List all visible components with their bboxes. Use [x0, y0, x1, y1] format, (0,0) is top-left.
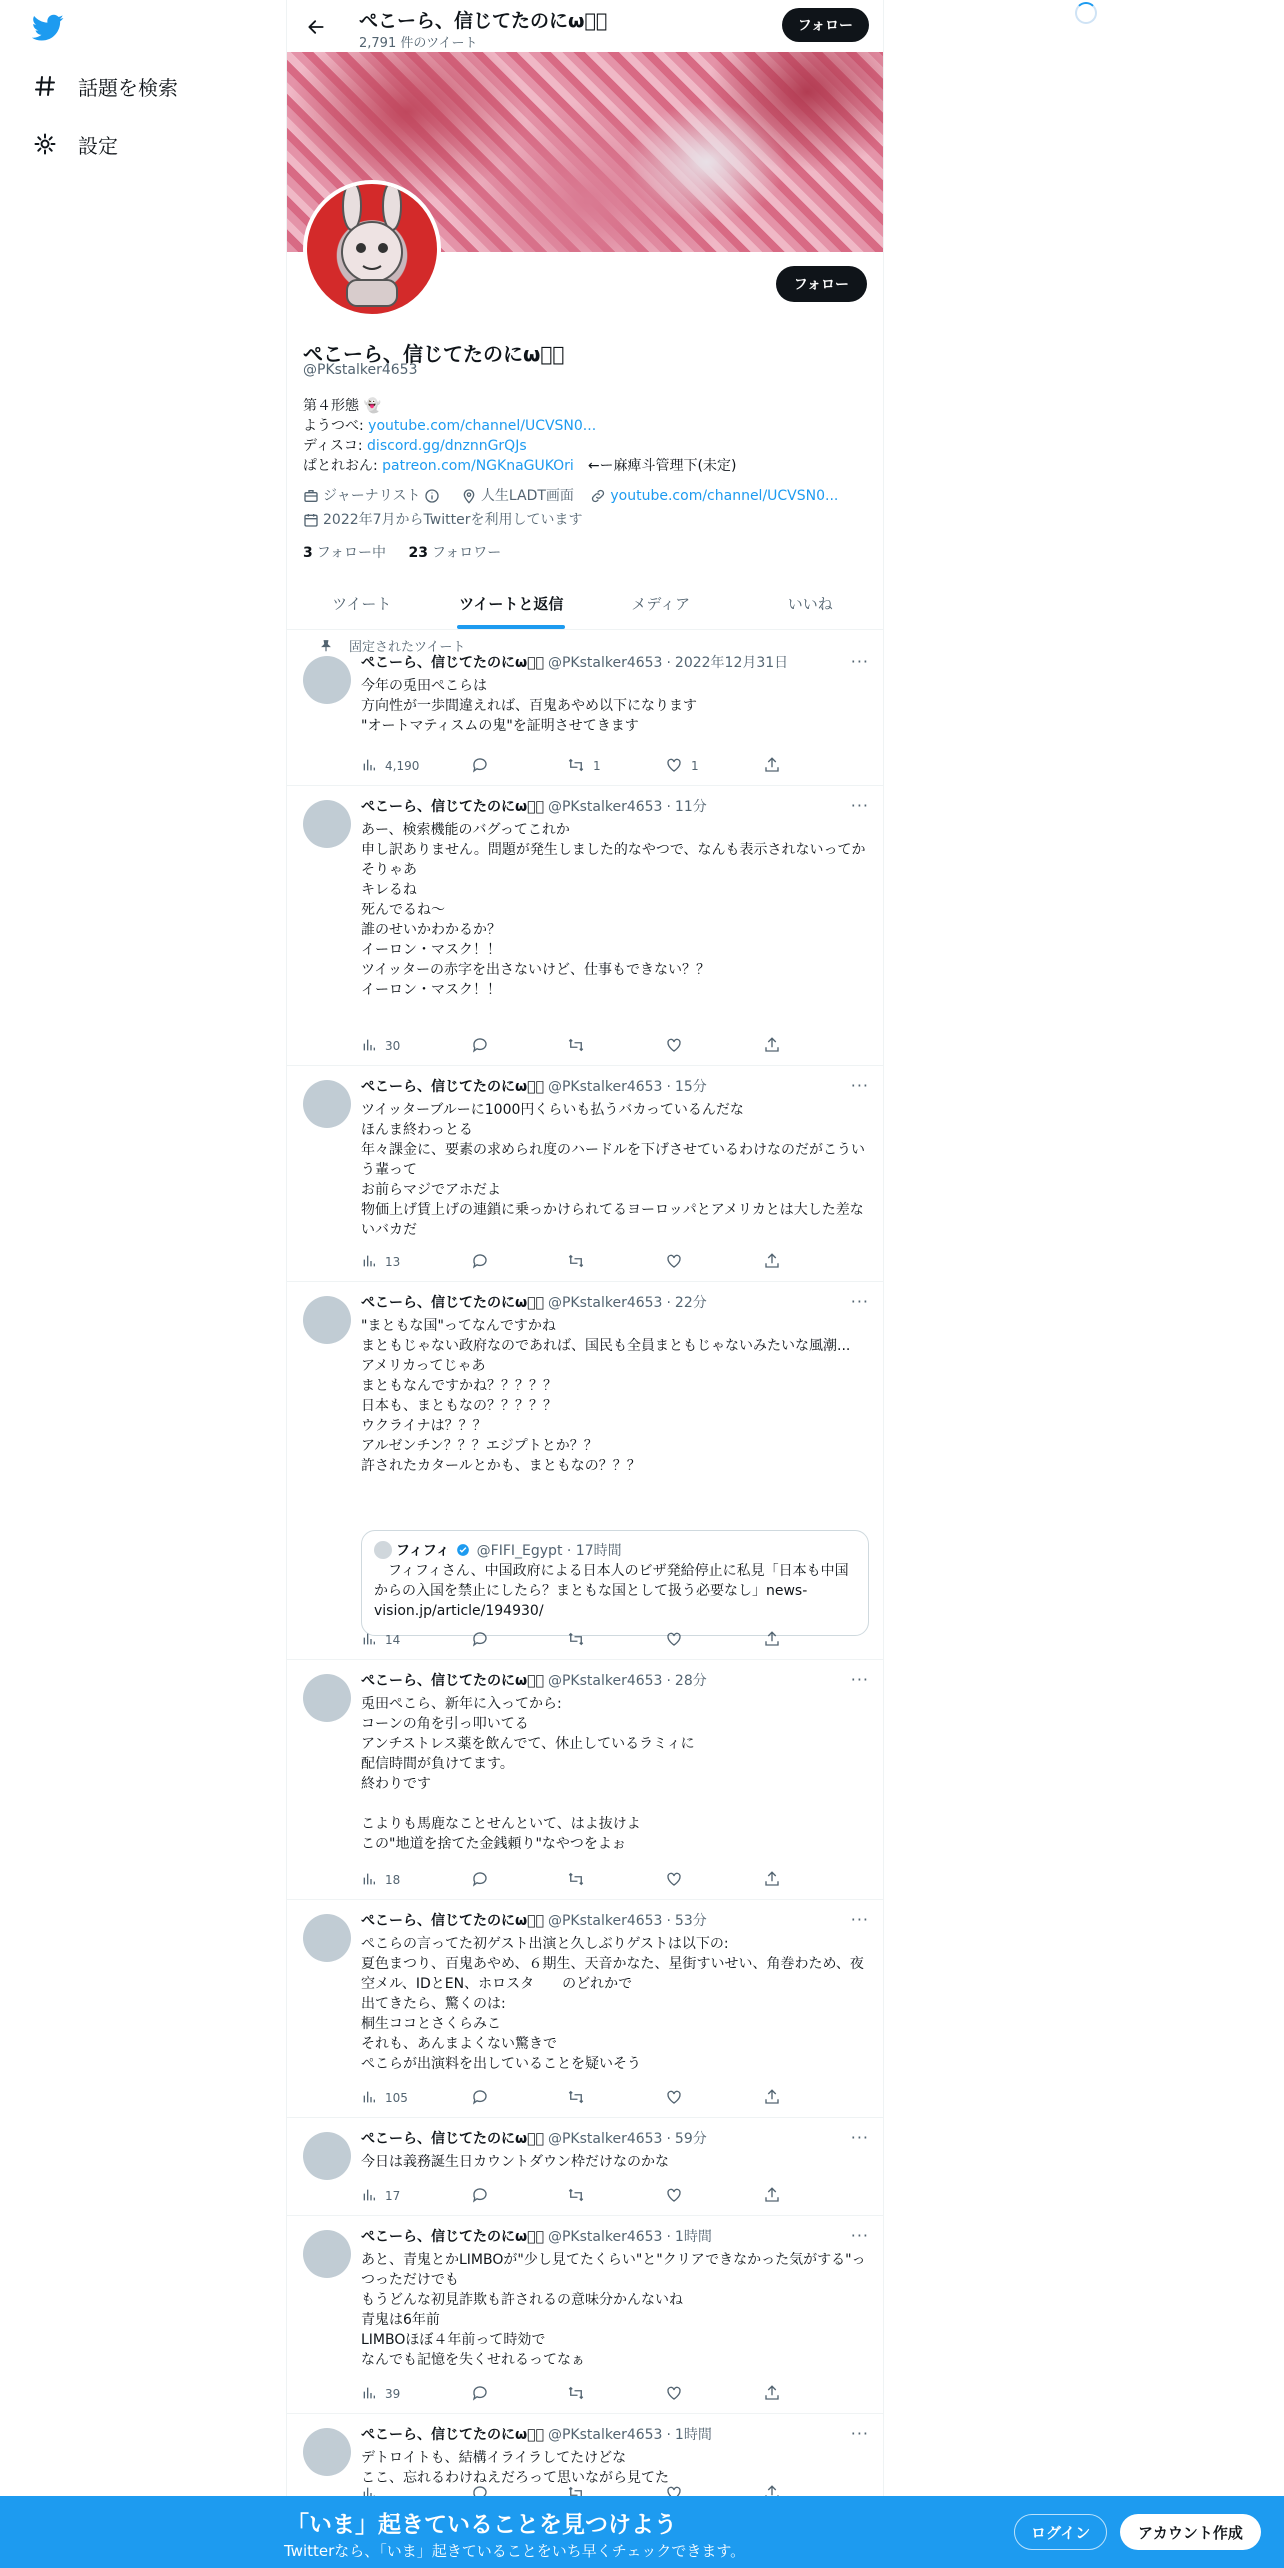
- tweet-author[interactable]: ぺこーら、信じてたのにω⃞͛: [361, 655, 544, 671]
- heart-icon: [665, 2384, 683, 2405]
- bio-label: ディスコ:: [303, 438, 368, 454]
- signup-banner-title: 「いま」起きていることを見つけよう: [286, 2512, 677, 2538]
- view-count: 13: [385, 1255, 401, 1269]
- bio-youtube-link[interactable]: youtube.com/channel/UCVSN0...: [368, 418, 597, 434]
- share-button[interactable]: [763, 756, 781, 776]
- location-pin-icon: [461, 488, 477, 504]
- profile-follow-button[interactable]: フォロー: [776, 266, 867, 302]
- link-icon: [590, 488, 606, 504]
- tweet[interactable]: [287, 630, 884, 786]
- tweet-author[interactable]: ぺこーら、信じてたのにω⃞͛: [361, 1295, 544, 1311]
- views-icon: [361, 1253, 377, 1272]
- bio-label: ぱとれおん:: [303, 458, 383, 474]
- tweet-avatar[interactable]: [303, 656, 351, 704]
- sidebar: [0, 0, 286, 2568]
- more-options-icon[interactable]: ···: [850, 1292, 869, 1311]
- retweet-button[interactable]: [567, 2186, 593, 2206]
- view-count: 30: [385, 1039, 401, 1053]
- tweet-actions: [361, 1870, 781, 1890]
- ghost-emoji: 👻: [363, 398, 381, 414]
- heart-icon: [665, 1870, 683, 1891]
- reply-button[interactable]: [471, 1252, 497, 1272]
- tweet-avatar[interactable]: [303, 1296, 351, 1344]
- info-icon: [424, 488, 440, 504]
- view-count: 18: [385, 1873, 401, 1887]
- views-button[interactable]: [361, 1036, 400, 1056]
- view-count: 105: [385, 2091, 408, 2105]
- tweet-time[interactable]: 28分: [674, 1673, 707, 1689]
- tweet-time[interactable]: 22分: [674, 1295, 707, 1311]
- reply-icon: [471, 1870, 489, 1891]
- tweet-time[interactable]: 59分: [674, 2131, 707, 2147]
- briefcase-icon: [303, 488, 319, 504]
- quote-handle: @FIFI_Egypt: [476, 1543, 563, 1559]
- view-count: 4,190: [385, 759, 420, 773]
- tweet-author[interactable]: ぺこーら、信じてたのにω⃞͛: [361, 799, 544, 815]
- tweet-header: ぺこーら、信じてたのにω⃞͛ @PKstalker4653 · 28分: [361, 1673, 707, 1689]
- tweet-header: ぺこーら、信じてたのにω⃞͛ @PKstalker4653 · 1時間: [361, 2427, 712, 2443]
- tweet-time[interactable]: 1時間: [674, 2427, 712, 2443]
- tweet-header: ぺこーら、信じてたのにω⃞͛ @PKstalker4653 · 22分: [361, 1295, 707, 1311]
- bio-text: ←ー麻痺斗管理下(未定): [573, 458, 737, 474]
- tweet-author[interactable]: ぺこーら、信じてたのにω⃞͛: [361, 2131, 544, 2147]
- heart-icon: [665, 1630, 683, 1651]
- bio-discord-link[interactable]: discord.gg/dnznnGrQJs: [367, 438, 527, 454]
- signup-banner-subtitle: Twitterなら、「いま」起きていることをいち早くチェックできます。: [284, 2542, 746, 2560]
- profile-meta: [303, 486, 873, 534]
- like-button[interactable]: [665, 2384, 691, 2404]
- more-options-icon[interactable]: ···: [850, 1076, 869, 1095]
- tweet-avatar[interactable]: [303, 2132, 351, 2180]
- more-options-icon[interactable]: ···: [850, 1910, 869, 1929]
- retweet-icon: [567, 1630, 585, 1651]
- tweet-author[interactable]: ぺこーら、信じてたのにω⃞͛: [361, 2427, 544, 2443]
- retweet-button[interactable]: [567, 1252, 593, 1272]
- tweet-time[interactable]: 15分: [674, 1079, 707, 1095]
- followers-link[interactable]: 23 フォロワー: [408, 545, 502, 561]
- retweet-button[interactable]: [567, 1630, 593, 1650]
- sidebar-item-label: 話題を検索: [78, 75, 178, 100]
- tweet-handle[interactable]: @PKstalker4653: [547, 1913, 663, 1929]
- quote-avatar: [374, 1541, 392, 1559]
- reply-button[interactable]: [471, 756, 497, 776]
- retweet-count: 1: [593, 759, 601, 773]
- tweet-header: ぺこーら、信じてたのにω⃞͛ @PKstalker4653 · 53分: [361, 1913, 707, 1929]
- tweet-text: デトロイトも、結構イライラしてたけどな ここ、忘れるわけねえだろって思いながら見てた: [361, 2450, 669, 2486]
- tweet-text: ぺこらの言ってた初ゲスト出演と久しぶりゲストは以下の: 夏色まつり、百鬼あやめ、６期生、天音かなた、星街すいせい、角巻わため、夜空メル、IDとEN、ホロスタ のどれかで 出てきたら、驚くのは: 桐生ココとさくらみこ それも、あんまよくない驚きで ぺこらが出演料を出していることを疑いそう: [361, 1936, 864, 2072]
- tweet-header: ぺこーら、信じてたのにω⃞͛ @PKstalker4653 · 2022年12月31日: [361, 655, 789, 671]
- reply-icon: [471, 1630, 489, 1651]
- tweet-header: ぺこーら、信じてたのにω⃞͛ @PKstalker4653 · 1時間: [361, 2229, 712, 2245]
- pinned-tweet-label: 固定されたツイート: [331, 636, 465, 655]
- retweet-icon: [567, 2088, 585, 2109]
- tweet-author[interactable]: ぺこーら、信じてたのにω⃞͛: [361, 1079, 544, 1095]
- quote-time: 17時間: [575, 1543, 622, 1559]
- share-button[interactable]: [763, 2186, 781, 2206]
- more-options-icon[interactable]: ···: [850, 796, 869, 815]
- tweet-actions: [361, 2186, 781, 2206]
- like-button[interactable]: [665, 2186, 691, 2206]
- reply-icon: [471, 1252, 489, 1273]
- view-count: 39: [385, 2387, 401, 2401]
- retweet-icon: [567, 2186, 585, 2207]
- view-count: 14: [385, 1633, 401, 1647]
- tweet-handle[interactable]: @PKstalker4653: [547, 2131, 663, 2147]
- reply-icon: [471, 2088, 489, 2109]
- reply-button[interactable]: [471, 2088, 497, 2108]
- tweet[interactable]: [287, 786, 884, 1066]
- tweet[interactable]: [287, 2216, 884, 2414]
- share-button[interactable]: [763, 1252, 781, 1272]
- tweet-handle[interactable]: @PKstalker4653: [547, 1295, 663, 1311]
- views-button[interactable]: [361, 2088, 408, 2108]
- reply-button[interactable]: [471, 1630, 497, 1650]
- header-profile-name: ぺこーら、信じてたのにω⃞͛: [359, 10, 608, 32]
- tweet-avatar[interactable]: [303, 800, 351, 848]
- tweet[interactable]: [287, 1282, 884, 1660]
- reply-icon: [471, 2186, 489, 2207]
- tweet-actions: [361, 756, 781, 776]
- views-icon: [361, 757, 377, 776]
- more-options-icon[interactable]: ···: [850, 2226, 869, 2245]
- views-icon: [361, 1631, 377, 1650]
- tweet-text: ツイッターブルーに1000円くらいも払うバカっているんだな ほんま終わっとる 年々課金に、要素の求められ度のハードルを下げさせているわけなのだがこういう輩って お前らマジでアホだよ 物価上げ賃上げの連鎖に乗っかけられてるヨーロッパとアメリカとは大した差ないバカだ: [361, 1102, 865, 1238]
- tweet-time[interactable]: 53分: [674, 1913, 707, 1929]
- tweet-actions: [361, 1252, 781, 1272]
- profile-website[interactable]: youtube.com/channel/UCVSN0...: [590, 486, 838, 506]
- retweet-icon: [567, 1036, 585, 1057]
- share-icon: [763, 1630, 781, 1651]
- more-options-icon[interactable]: ···: [850, 2128, 869, 2147]
- tweet-handle[interactable]: @PKstalker4653: [547, 2229, 663, 2245]
- tweet-text: 今年の兎田ぺこらは 方向性が一歩間違えれば、百鬼あやめ以下になります "オートマティスムの鬼"を証明させてきます: [361, 678, 697, 734]
- gear-icon: [30, 129, 60, 159]
- tweet[interactable]: [287, 2118, 884, 2216]
- tweet-actions: [361, 2088, 781, 2108]
- share-button[interactable]: [763, 1036, 781, 1056]
- retweet-button[interactable]: [567, 756, 601, 776]
- share-icon: [763, 1252, 781, 1273]
- share-icon: [763, 1870, 781, 1891]
- tweet-text: "まともな国"ってなんですかね まともじゃない政府なのであれば、国民も全員まともじゃないみたいな風潮... アメリカってじゃあ まともなんですかね？？？？？ 日本も、まともなの？？？？？ ウクライナは？？？ アルゼンチン？？？エジプトとか？？ 許されたカタールとかも、まともなの？？？: [361, 1318, 851, 1474]
- tweet-avatar[interactable]: [303, 1674, 351, 1722]
- tweet-author[interactable]: ぺこーら、信じてたのにω⃞͛: [361, 2229, 544, 2245]
- heart-icon: [665, 756, 683, 777]
- view-count: 17: [385, 2189, 401, 2203]
- profile-joined: 2022年7月からTwitterを利用しています: [303, 510, 582, 530]
- retweet-button[interactable]: [567, 1036, 593, 1056]
- header-follow-button[interactable]: フォロー: [782, 8, 869, 42]
- tweet-actions: [361, 2384, 781, 2404]
- share-icon: [763, 2384, 781, 2405]
- bio-text: 第４形態: [303, 398, 364, 414]
- more-options-icon[interactable]: ···: [850, 1670, 869, 1689]
- share-button[interactable]: [763, 2384, 781, 2404]
- tweet-avatar[interactable]: [303, 2230, 351, 2278]
- reply-icon: [471, 2384, 489, 2405]
- tweet-handle[interactable]: @PKstalker4653: [547, 2427, 663, 2443]
- tweet[interactable]: [287, 1660, 884, 1900]
- tab-media[interactable]: メディア: [631, 595, 691, 613]
- loading-spinner-icon: [1075, 2, 1097, 24]
- retweet-button[interactable]: [567, 1870, 593, 1890]
- like-button[interactable]: [665, 756, 699, 776]
- retweet-button[interactable]: [567, 2384, 593, 2404]
- back-arrow-icon[interactable]: [301, 12, 331, 42]
- more-options-icon[interactable]: ···: [850, 2424, 869, 2443]
- tweet-header: ぺこーら、信じてたのにω⃞͛ @PKstalker4653 · 59分: [361, 2131, 707, 2147]
- tweet-text: あと、青鬼とかLIMBOが"少し見てたくらい"と"クリアできなかった気がする"っつっただけでも もうどんな初見詐欺も許されるの意味分かんないね 青鬼は6年前 LIMBOほぼ４年前って時効で なんでも記憶を失くせれるってなぁ: [361, 2252, 866, 2368]
- profile-name: ぺこーら、信じてたのにω⃞͛: [303, 342, 565, 366]
- tweet-text: 兎田ぺこら、新年に入ってから: コーンの角を引っ叩いてる アンチストレス薬を飲んでて、休止しているラミィに 配信時間が負けてます。 終わりです こよりも馬鹿なことせんといて、はよ抜けよ この"地道を捨てた金銭頼り"なやつをよぉ: [361, 1696, 695, 1852]
- share-icon: [763, 2088, 781, 2109]
- views-icon: [361, 1871, 377, 1890]
- like-count: 1: [691, 759, 699, 773]
- heart-icon: [665, 1252, 683, 1273]
- verified-badge-icon: [456, 1543, 470, 1557]
- like-button[interactable]: [665, 1036, 691, 1056]
- profile-bio: [303, 396, 863, 476]
- calendar-icon: [303, 512, 319, 528]
- tweet[interactable]: [287, 1066, 884, 1282]
- hashtag-icon: [30, 71, 60, 101]
- quoted-tweet[interactable]: フィフィ @FIFI_Egypt · 17時間 フィフィさん、中国政府による日本人のビザ発給停止に私見「日本も中国からの入国を禁止にしたら？まともな国として扱う必要なし」news-vision.jp/article/194930/: [361, 1530, 869, 1636]
- tweet-time[interactable]: 11分: [674, 799, 707, 815]
- header-tweet-count: 2,791 件のツイート: [359, 36, 478, 51]
- views-icon: [361, 2187, 377, 2206]
- heart-icon: [665, 2088, 683, 2109]
- views-button[interactable]: [361, 756, 419, 776]
- tweet-handle[interactable]: @PKstalker4653: [547, 1673, 663, 1689]
- profile-category: ジャーナリスト: [303, 486, 444, 506]
- signup-banner: [0, 2496, 1284, 2568]
- retweet-icon: [567, 1252, 585, 1273]
- tab-tweets[interactable]: ツイート: [332, 595, 392, 613]
- tweet-handle[interactable]: @PKstalker4653: [547, 655, 663, 671]
- tweet-avatar[interactable]: [303, 1914, 351, 1962]
- tweet-header: ぺこーら、信じてたのにω⃞͛ @PKstalker4653 · 11分: [361, 799, 707, 815]
- views-icon: [361, 2385, 377, 2404]
- profile-column: [286, 0, 884, 2568]
- tab-tweets-and-replies[interactable]: ツイートと返信: [437, 578, 587, 629]
- sidebar-item-settings[interactable]: [30, 122, 118, 166]
- tweet-handle[interactable]: @PKstalker4653: [547, 799, 663, 815]
- share-icon: [763, 756, 781, 777]
- tweet-actions: [361, 1036, 781, 1056]
- bio-label: ようつべ:: [303, 418, 369, 434]
- share-icon: [763, 1036, 781, 1057]
- views-icon: [361, 2089, 377, 2108]
- quote-author: フィフィ: [396, 1543, 450, 1559]
- bio-patreon-link[interactable]: patreon.com/NGKnaGUKOri: [382, 458, 574, 474]
- reply-icon: [471, 756, 489, 777]
- twitter-bird-icon[interactable]: [32, 14, 64, 42]
- quote-text: フィフィさん、中国政府による日本人のビザ発給停止に私見「日本も中国からの入国を禁止にしたら？まともな国として扱う必要なし」news-vision.jp/article/194930/: [374, 1563, 849, 1619]
- tab-likes[interactable]: いいね: [787, 595, 833, 613]
- following-link[interactable]: 3 フォロー中: [303, 545, 387, 561]
- retweet-icon: [567, 756, 585, 777]
- retweet-icon: [567, 1870, 585, 1891]
- profile-location: 人生LADT画面: [461, 486, 574, 506]
- like-button[interactable]: [665, 1630, 691, 1650]
- reply-icon: [471, 1036, 489, 1057]
- reply-button[interactable]: [471, 1870, 497, 1890]
- sidebar-item-label: 設定: [78, 133, 118, 158]
- profile-avatar[interactable]: [303, 180, 441, 318]
- sidebar-item-explore[interactable]: [30, 64, 178, 108]
- tweet-avatar[interactable]: [303, 2428, 351, 2476]
- views-button[interactable]: [361, 1252, 400, 1272]
- views-icon: [361, 1037, 377, 1056]
- heart-icon: [665, 2186, 683, 2207]
- views-button[interactable]: [361, 1630, 400, 1650]
- profile-header-bar: [287, 0, 884, 52]
- more-options-icon[interactable]: ···: [850, 652, 869, 671]
- share-button[interactable]: [763, 1630, 781, 1650]
- views-button[interactable]: [361, 2384, 400, 2404]
- profile-tabs: [287, 578, 884, 630]
- follow-stats: [303, 542, 501, 562]
- tweet-time[interactable]: 2022年12月31日: [674, 655, 789, 671]
- retweet-icon: [567, 2384, 585, 2405]
- tweet-text: あー、検索機能のバグってこれか 申し訳ありません。問題が発生しました的なやつで、なんも表示されないってか そりゃあ キレるね 死んでるね〜 誰のせいかわかるか？ イーロン・マスク！！ ツイッターの赤字を出さないけど、仕事もできない？？ イーロン・マスク！！: [361, 822, 866, 998]
- views-button[interactable]: [361, 1870, 400, 1890]
- reply-button[interactable]: [471, 1036, 497, 1056]
- tweet-avatar[interactable]: [303, 1080, 351, 1128]
- profile-handle: @PKstalker4653: [303, 362, 418, 378]
- tweet-header: ぺこーら、信じてたのにω⃞͛ @PKstalker4653 · 15分: [361, 1079, 707, 1095]
- tweet-author[interactable]: ぺこーら、信じてたのにω⃞͛: [361, 1913, 544, 1929]
- share-icon: [763, 2186, 781, 2207]
- signup-button[interactable]: アカウント作成: [1120, 2514, 1261, 2550]
- tweet-time[interactable]: 1時間: [674, 2229, 712, 2245]
- share-button[interactable]: [763, 2088, 781, 2108]
- reply-button[interactable]: [471, 2384, 497, 2404]
- retweet-button[interactable]: [567, 2088, 593, 2108]
- like-button[interactable]: [665, 1252, 691, 1272]
- like-button[interactable]: [665, 1870, 691, 1890]
- heart-icon: [665, 1036, 683, 1057]
- views-button[interactable]: [361, 2186, 400, 2206]
- tweet[interactable]: [287, 1900, 884, 2118]
- tweet-author[interactable]: ぺこーら、信じてたのにω⃞͛: [361, 1673, 544, 1689]
- tweet-handle[interactable]: @PKstalker4653: [547, 1079, 663, 1095]
- share-button[interactable]: [763, 1870, 781, 1890]
- reply-button[interactable]: [471, 2186, 497, 2206]
- like-button[interactable]: [665, 2088, 691, 2108]
- tweet-actions: [361, 1630, 781, 1650]
- tweet-text: 今日は義務誕生日カウントダウン枠だけなのかな: [361, 2154, 669, 2170]
- login-button[interactable]: ログイン: [1014, 2514, 1107, 2550]
